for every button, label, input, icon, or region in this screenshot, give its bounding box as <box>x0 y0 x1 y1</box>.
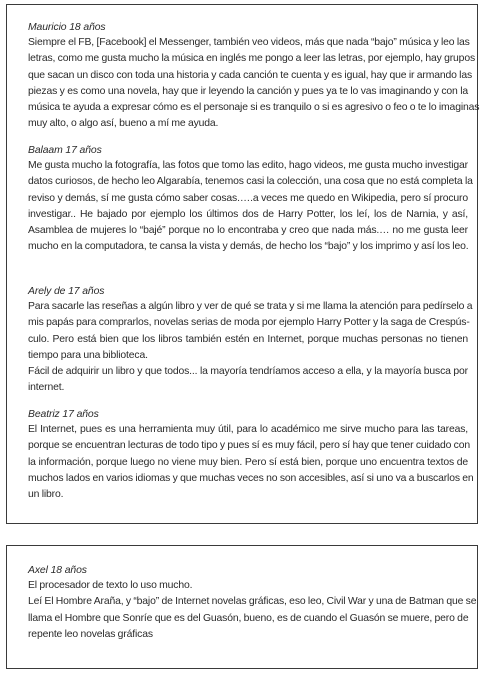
interview-quotes-card <box>6 4 478 524</box>
quote-entry-mauricio <box>28 21 480 133</box>
quote-entry-beatriz <box>28 408 474 503</box>
speaker-label: Balaam 17 años <box>28 145 102 156</box>
speaker-label: Beatriz 17 años <box>28 409 99 420</box>
quote-line: música te ayuda a expresar cómo es el personaje si es tranquilo o si es agresivo o feo o te lo imaginas <box>28 102 480 114</box>
speaker-label: Arely de 17 años <box>28 286 105 297</box>
quote-line: Siempre el FB, [Facebook] el Messenger, también veo videos, más que nada “bajo” música y leo las <box>28 37 470 48</box>
quote-line: Leí El Hombre Araña, y “bajo” de Internet novelas gráficas, eso leo, Civil War y una de Batman que se <box>28 596 477 608</box>
quote-line: que sacan un disco con toda una historia y cada canción te cuenta y es igual, hay que ir armando las <box>28 69 472 81</box>
quote-line: internet. <box>28 382 65 394</box>
quote-line: datos curiosos, de hecho leo Algarabía, tenemos casi la colección, una cosa que no está completa la <box>28 176 473 188</box>
quote-line: Fácil de adquirir un libro y que todos... la mayoría tendríamos acceso a ella, y la mayoría busca por <box>28 366 468 378</box>
quote-text <box>28 158 473 256</box>
quote-line: El Internet, pues es una herramienta muy útil, para lo académico me sirve mucho para las tareas, <box>28 424 468 435</box>
quote-line: letras, como me gusta mucho la música en inglés me pongo a leer las letras, por ejemplo, hay grupos <box>28 53 475 65</box>
quote-line: mucho en la computadora, te cansa la vista y demás, de hecho los “bajo” y los imprimo y así los leo. <box>28 241 469 253</box>
quote-line: piezas y es como una novela, hay que ir leyendo la canción y pues ya te lo vas imaginando y con la <box>28 85 468 97</box>
quote-line: mis papás para comprarlos, novelas serias de moda por ejemplo Harry Potter y la saga de Crespús- <box>28 317 470 329</box>
quote-line: porque se encuentran lecturas de todo tipo y pues sí es muy fácil, pero sí hay que tener cuidado con <box>28 440 470 452</box>
quote-line: Me gusta mucho la fotografía, las fotos que tomo las edito, hago videos, me gusta mucho investigar <box>28 160 468 171</box>
speaker-label: Axel 18 años <box>28 565 87 576</box>
quote-line: reviso y demás, sí me gusta cómo saber cosas.….a veces me quedo en Wikipedia, pero sí procuro <box>28 192 468 204</box>
quote-line: un libro. <box>28 489 64 501</box>
interview-quote-card-axel <box>6 545 478 669</box>
quote-text <box>28 35 480 133</box>
quote-line: muy alto, o algo así, bueno a mí me ayuda. <box>28 118 219 130</box>
quote-line: Asamblea de mujeres lo “bajé” porque no lo encontraba y creo que nada más.… no me gusta leer <box>28 225 468 237</box>
quote-line: repente leo novelas gráficas <box>28 628 153 640</box>
quote-line: culo. Pero está bien que los libros también estén en Internet, porque muchas personas no tienen <box>28 333 468 345</box>
quote-line: tiempo para una biblioteca. <box>28 349 148 361</box>
quote-line: muchos lados en varios idiomas y que muchas veces no son accesibles, así si uno va a buscarlos en <box>28 472 474 484</box>
quote-line: Para sacarle las reseñas a algún libro y ver de qué se trata y si me llama la atención para pedírselo a <box>28 301 473 312</box>
quote-line: la información, porque luego no viene muy bien. Pero sí está bien, porque uno encuentra textos de <box>28 456 468 468</box>
quote-line: investigar.. He bajado por ejemplo los últimos dos de Harry Potter, los leí, los de Narnia, y así, <box>28 208 468 220</box>
quote-entry-balaam <box>28 144 473 256</box>
quote-entry-axel <box>28 564 477 643</box>
quote-entry-arely <box>28 285 473 397</box>
quote-text <box>28 422 474 503</box>
quote-line: llama el Hombre que Sonríe que es del Guasón, bueno, es de cuando el Guasón se muere, pero de <box>28 612 469 624</box>
quote-text <box>28 578 477 643</box>
speaker-label: Mauricio 18 años <box>28 22 106 33</box>
quote-text <box>28 299 473 397</box>
quote-line: El procesador de texto lo uso mucho. <box>28 580 193 591</box>
